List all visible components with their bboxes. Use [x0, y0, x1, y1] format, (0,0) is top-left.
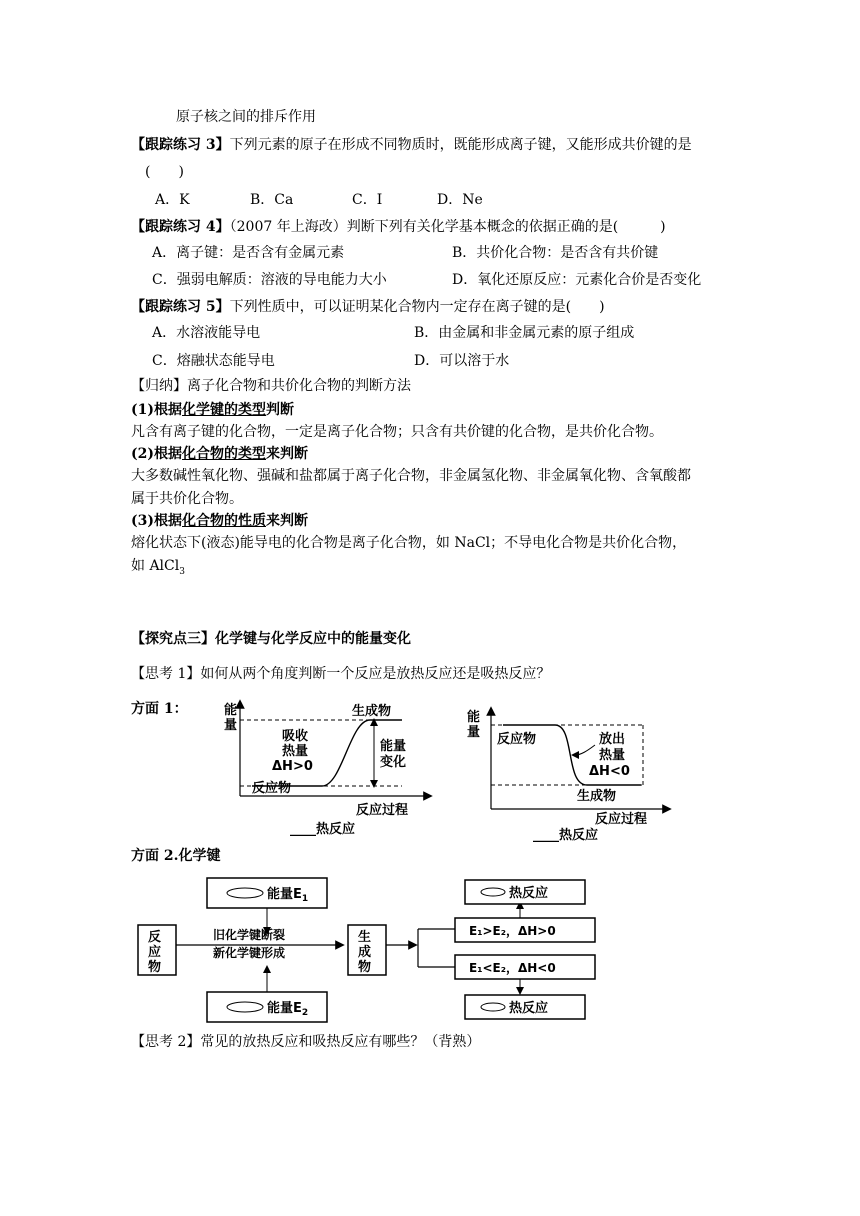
energy-change-label-1: 能量 — [380, 739, 407, 754]
result-exo-label: 热反应 — [509, 1001, 549, 1016]
exercise-4-option-b: B．共价化合物：是否含有共价键 — [452, 245, 659, 261]
summary-paragraph-3b — [131, 556, 185, 582]
energy-e1-text: 能量E — [267, 887, 302, 902]
process-label-2: 新化学键形成 — [213, 946, 286, 960]
blank-oval — [227, 888, 263, 898]
summary-heading-1-prefix: (1)根据 — [131, 402, 182, 418]
blank-oval — [227, 1002, 263, 1012]
energy-e2-sub: 2 — [301, 1008, 309, 1018]
summary-heading-2-key: 化合物的类型 — [182, 446, 266, 462]
exercise-5-option-a: A．水溶液能导电 — [152, 325, 261, 341]
reactant-label: 反应物 — [497, 732, 537, 747]
reactant-char-1: 反 — [148, 930, 162, 945]
condition-exo-label: E₁<E₂，ΔH<0 — [469, 961, 556, 975]
release-label-1: 放出 — [599, 732, 626, 747]
summary-heading-3-suffix: 来判断 — [266, 513, 308, 529]
aspect-1-label: 方面 1： — [131, 701, 188, 717]
delta-h-label: ΔH<0 — [589, 764, 630, 779]
summary-heading-1-key: 化学键的类型 — [182, 402, 266, 418]
bond-energy-flow-diagram — [135, 875, 605, 1025]
exercise-5-tag: 【跟踪练习 5】 — [131, 299, 230, 315]
exothermic-energy-graph — [463, 705, 683, 845]
exercise-3-option-b: B．Ca — [250, 192, 294, 208]
process-label-1: 旧化学键断裂 — [213, 928, 286, 942]
section-3-title: 【探究点三】化学键与化学反应中的能量变化 — [131, 631, 411, 647]
exercise-5-question — [131, 297, 605, 317]
summary-paragraph-3b-subscript: 3 — [179, 566, 185, 577]
caption: ____热反应 — [290, 822, 356, 837]
summary-paragraph-3b-text: 如 AlCl — [131, 558, 180, 574]
summary-paragraph-2a: 大多数碱性氧化物、强碱和盐都属于离子化合物，非金属氢化物、非金属氧化物、含氧酸都 — [131, 468, 691, 484]
exercise-5-text: 下列性质中，可以证明某化合物内一定存在离子键的是( ) — [229, 299, 605, 315]
absorb-label-2: 热量 — [282, 744, 309, 759]
blank-oval — [481, 1003, 505, 1011]
product-char-3: 物 — [358, 960, 372, 975]
summary-paragraph-3a: 熔化状态下(液态)能导电的化合物是离子化合物，如 NaCl；不导电化合物是共价化合物， — [131, 535, 687, 551]
think-2: 【思考 2】常见的放热反应和吸热反应有哪些？（背熟） — [131, 1034, 481, 1050]
summary-heading-3-key: 化合物的性质 — [182, 513, 266, 529]
exercise-3-paren: ( ) — [145, 164, 184, 180]
exercise-4-tag: 【跟踪练习 4】 — [131, 219, 230, 235]
reactant-char-3: 物 — [148, 960, 162, 975]
summary-heading-1-suffix: 判断 — [266, 402, 294, 418]
summary-paragraph-1: 凡含有离子键的化合物，一定是离子化合物；只含有共价键的化合物，是共价化合物。 — [131, 424, 663, 440]
exercise-4-text: （2007 年上海改）判断下列有关化学基本概念的依据正确的是( ) — [229, 219, 666, 235]
endothermic-energy-graph — [222, 700, 442, 840]
energy-e2-text: 能量E — [267, 1001, 302, 1016]
summary-heading-3 — [131, 511, 308, 531]
exercise-3-text: 下列元素的原子在形成不同物质时，既能形成离子键，又能形成共价键的是 — [229, 137, 692, 153]
exercise-4-option-d: D．氧化还原反应：元素化合价是否变化 — [452, 272, 702, 288]
exercise-4-option-a: A．离子键：是否含有金属元素 — [152, 245, 345, 261]
product-label: 生成物 — [352, 704, 392, 719]
exercise-3-option-c: C．I — [352, 192, 383, 208]
exercise-3-tag: 【跟踪练习 3】 — [131, 137, 230, 153]
summary-heading-2-suffix: 来判断 — [266, 446, 308, 462]
x-label: 反应过程 — [595, 812, 648, 827]
energy-change-label-2: 变化 — [380, 755, 407, 770]
aspect-2-label: 方面 2.化学键 — [131, 848, 221, 864]
y-label-2: 量 — [224, 718, 238, 733]
exercise-4-question — [131, 217, 666, 237]
product-char-2: 成 — [358, 945, 372, 960]
y-label-2: 量 — [467, 725, 481, 740]
delta-h-label: ΔH>0 — [272, 759, 313, 774]
exercise-3-option-a: A．K — [155, 192, 190, 208]
summary-heading-2-prefix: (2)根据 — [131, 446, 182, 462]
condition-endo-label: E₁>E₂，ΔH>0 — [469, 924, 556, 938]
result-endo-label: 热反应 — [509, 886, 549, 901]
y-label-1: 能 — [467, 710, 481, 725]
release-arrow — [575, 745, 595, 755]
blank-oval — [481, 888, 505, 896]
reactant-label: 反应物 — [252, 781, 292, 796]
caption: ____热反应 — [533, 828, 599, 843]
summary-heading-3-prefix: (3)根据 — [131, 513, 182, 529]
intro-line: 原子核之间的排斥作用 — [176, 109, 316, 125]
release-label-2: 热量 — [599, 748, 626, 763]
reactant-char-2: 应 — [148, 945, 162, 960]
exercise-5-option-c: C．熔融状态能导电 — [152, 353, 275, 369]
think-1: 【思考 1】如何从两个角度判断一个反应是放热反应还是吸热反应？ — [131, 666, 551, 682]
product-char-1: 生 — [358, 930, 372, 945]
exercise-5-option-b: B．由金属和非金属元素的原子组成 — [414, 325, 635, 341]
summary-paragraph-2b: 属于共价化合物。 — [131, 491, 243, 507]
absorb-label-1: 吸收 — [282, 729, 309, 744]
y-label-1: 能 — [224, 703, 238, 718]
summary-heading-2 — [131, 444, 308, 464]
exercise-4-option-c: C．强弱电解质：溶液的导电能力大小 — [152, 272, 387, 288]
exercise-3-question — [131, 135, 692, 155]
summary-title: 【归纳】离子化合物和共价化合物的判断方法 — [131, 378, 411, 394]
summary-heading-1 — [131, 400, 294, 420]
exercise-3-option-d: D．Ne — [437, 192, 483, 208]
x-label: 反应过程 — [356, 803, 409, 818]
product-label: 生成物 — [577, 789, 617, 804]
exercise-5-option-d: D．可以溶于水 — [414, 353, 510, 369]
energy-e1-sub: 1 — [301, 894, 309, 904]
